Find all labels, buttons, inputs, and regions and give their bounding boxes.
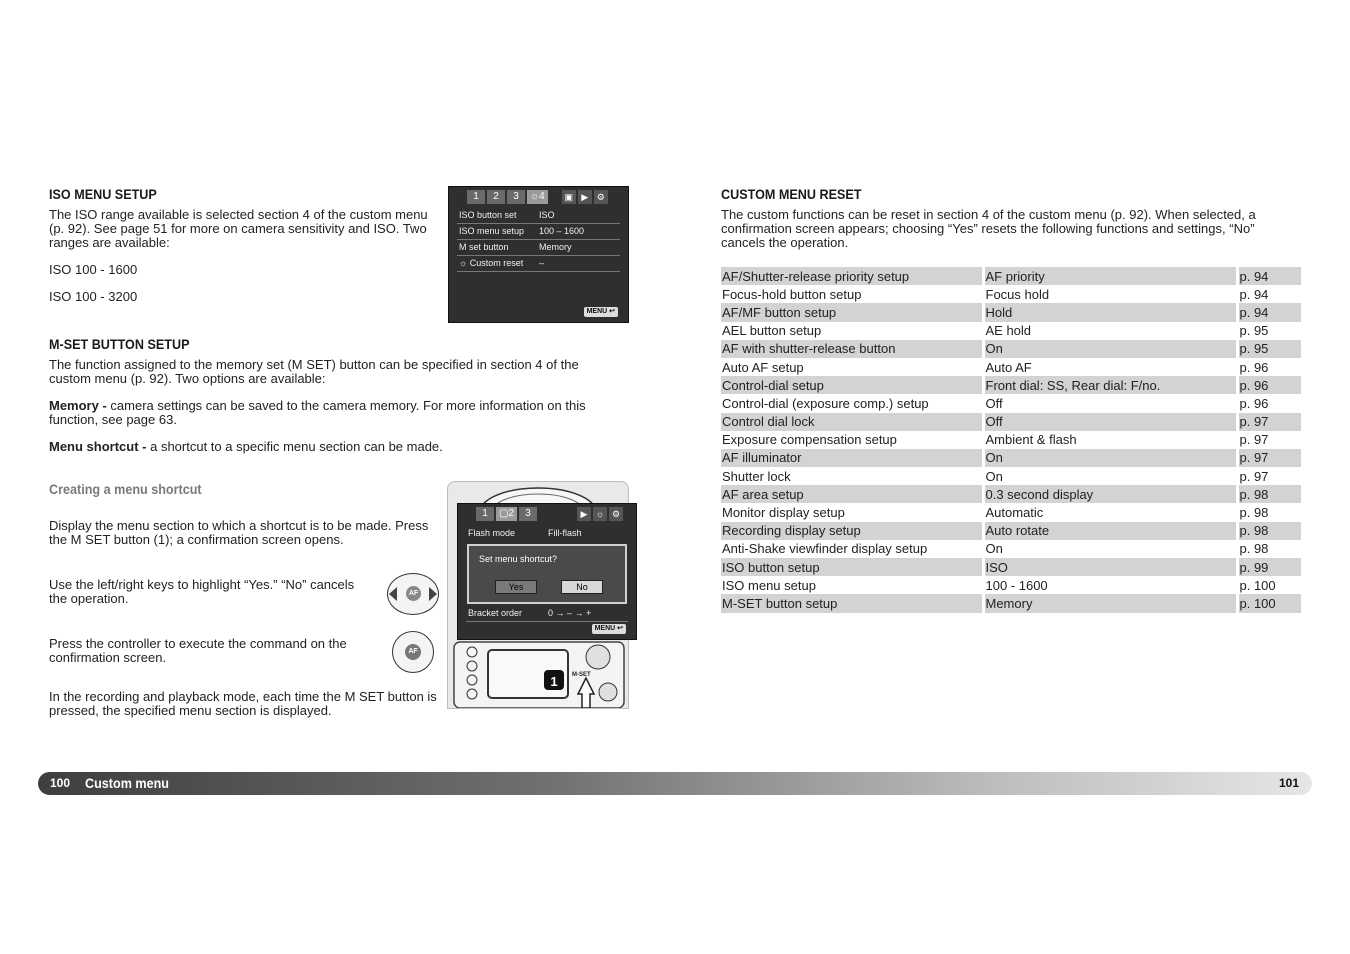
- setting-cell: Shutter lock: [721, 467, 983, 485]
- table-row: [721, 394, 1301, 412]
- setting-cell: AF/Shutter-release priority setup: [721, 267, 983, 285]
- controller-left-right-icon: AF: [387, 573, 439, 615]
- custom-icon: ☼: [593, 507, 607, 521]
- page-ref-cell: p. 96: [1239, 395, 1269, 411]
- lcd-row: Bracket order 0 → – → +: [466, 606, 628, 622]
- value-cell: Memory: [983, 594, 1237, 612]
- table-row: [721, 522, 1301, 540]
- page-ref-cell: p. 98: [1239, 541, 1269, 557]
- lcd-tab-bar: [458, 504, 636, 524]
- setting-cell: Control dial lock: [721, 413, 983, 431]
- value-cell: ISO: [983, 558, 1237, 576]
- value-cell: Ambient & flash: [983, 431, 1237, 449]
- table-row: [721, 540, 1301, 558]
- page-ref-cell: p. 98: [1237, 485, 1301, 503]
- setting-cell: AF illuminator: [721, 449, 983, 467]
- yes-button[interactable]: Yes: [495, 580, 537, 594]
- table-row: [721, 340, 1301, 358]
- shortcut-step-2: Use the left/right keys to highlight “Yes.” “No” cancels the operation.: [49, 577, 355, 606]
- lcd-row: ☼ Custom reset –: [457, 256, 620, 272]
- iso-range-3200: ISO 100 - 3200: [49, 289, 138, 304]
- page-number-right: 101: [1279, 776, 1300, 790]
- lcd-tab-2: 2: [487, 190, 505, 204]
- page-ref-cell: p. 98: [1237, 522, 1301, 540]
- table-row: [721, 358, 1301, 376]
- table-row: [721, 376, 1301, 394]
- page-ref-cell: p. 96: [1237, 376, 1301, 394]
- value-cell: Auto rotate: [983, 522, 1237, 540]
- lcd-row: ISO button set ISO: [457, 208, 620, 224]
- setting-cell: Control-dial (exposure comp.) setup: [721, 394, 983, 412]
- page-number-left: 100: [50, 776, 71, 790]
- setting-cell: Recording display setup: [721, 522, 983, 540]
- playback-icon: ▶: [577, 507, 591, 521]
- page-ref-cell: p. 97: [1239, 432, 1269, 448]
- value-cell: Auto AF: [983, 358, 1237, 376]
- page-ref-cell: p. 95: [1237, 340, 1301, 358]
- no-button[interactable]: No: [561, 580, 603, 594]
- value-cell: Hold: [983, 303, 1237, 321]
- page-ref-cell: p. 97: [1237, 413, 1301, 431]
- setting-cell: AF area setup: [721, 485, 983, 503]
- lcd-tab-2: ▢2: [496, 507, 517, 521]
- section-title: Custom menu: [85, 775, 170, 791]
- setting-cell: ISO button setup: [721, 558, 983, 576]
- mset-button-setup-text: The function assigned to the memory set (M SET) button can be specified in section 4 of the custom menu (p. 92). Two options are available:: [49, 357, 579, 386]
- lcd-tab-1: 1: [467, 190, 485, 204]
- step-callout-number: 1: [550, 674, 558, 689]
- lcd-tab-4: ☼4: [527, 190, 548, 204]
- value-cell: On: [983, 467, 1237, 485]
- custom-menu-reset-heading: CUSTOM MENU RESET: [721, 186, 862, 202]
- page-ref-cell: p. 100: [1237, 594, 1301, 612]
- memory-option-text: Memory - camera settings can be saved to the camera memory. For more information on this function, see page 63.: [49, 398, 586, 427]
- shortcut-step-1: Display the menu section to which a shortcut is to be made. Press the M SET button (1); a confirmation screen opens.: [49, 518, 429, 547]
- table-row: [721, 449, 1301, 467]
- setting-cell: Focus-hold button setup: [721, 285, 983, 303]
- table-row: [721, 303, 1301, 321]
- dialog-title: Set menu shortcut?: [479, 554, 558, 564]
- table-row: [721, 485, 1301, 503]
- table-row: [721, 322, 1301, 340]
- value-cell: 100 - 1600: [983, 576, 1237, 594]
- playback-icon: ▶: [578, 190, 592, 204]
- value-cell: On: [983, 540, 1237, 558]
- wrench-icon: ⚙: [609, 507, 623, 521]
- footer-bar: [38, 772, 1312, 795]
- setting-cell: Control-dial setup: [721, 376, 983, 394]
- lcd-row: ISO menu setup 100 – 1600: [457, 224, 620, 240]
- setting-cell: AF with shutter-release button: [721, 340, 983, 358]
- wrench-icon: ⚙: [594, 190, 608, 204]
- table-row: [721, 558, 1301, 576]
- menu-return-icon: MENU ↩: [584, 307, 618, 317]
- value-cell: On: [983, 449, 1237, 467]
- menu-return-icon: MENU ↩: [592, 624, 626, 634]
- table-row: [721, 576, 1301, 594]
- value-cell: Automatic: [983, 503, 1237, 521]
- camera-icon: ▣: [562, 190, 576, 204]
- page-ref-cell: p. 98: [1239, 505, 1269, 521]
- setting-cell: Monitor display setup: [721, 503, 983, 521]
- value-cell: AF priority: [983, 267, 1237, 285]
- setting-cell: Auto AF setup: [721, 358, 983, 376]
- page-ref-cell: p. 100: [1239, 577, 1276, 593]
- page-ref-cell: p. 96: [1239, 359, 1269, 375]
- table-row: [721, 431, 1301, 449]
- setting-cell: AF/MF button setup: [721, 303, 983, 321]
- lcd-tab-3: 3: [519, 507, 537, 521]
- setting-cell: Anti-Shake viewfinder display setup: [721, 540, 983, 558]
- table-row: [721, 413, 1301, 431]
- mset-button-setup-heading: M-SET BUTTON SETUP: [49, 336, 190, 352]
- lcd-tab-bar: [449, 187, 628, 207]
- value-cell: AE hold: [983, 322, 1237, 340]
- setting-cell: M-SET button setup: [721, 594, 983, 612]
- lcd-tab-1: 1: [476, 507, 494, 521]
- lcd-row: M set button Memory: [457, 240, 620, 256]
- page-ref-cell: p. 94: [1239, 286, 1269, 302]
- lcd-row: Flash mode Fill-flash: [468, 528, 582, 538]
- iso-menu-setup-heading: ISO MENU SETUP: [49, 186, 157, 202]
- page-ref-cell: p. 94: [1237, 267, 1301, 285]
- table-row: [721, 467, 1301, 485]
- table-row: [721, 503, 1301, 521]
- setting-cell: Exposure compensation setup: [721, 431, 983, 449]
- iso-range-1600: ISO 100 - 1600: [49, 262, 138, 277]
- shortcut-lcd-screen: [457, 503, 637, 640]
- value-cell: Focus hold: [983, 285, 1237, 303]
- value-cell: Front dial: SS, Rear dial: F/no.: [983, 376, 1237, 394]
- page-ref-cell: p. 94: [1237, 303, 1301, 321]
- table-row: [721, 594, 1301, 612]
- controller-press-icon: AF: [392, 631, 434, 673]
- page-ref-cell: p. 99: [1237, 558, 1301, 576]
- setting-cell: ISO menu setup: [721, 576, 983, 594]
- value-cell: On: [983, 340, 1237, 358]
- setting-cell: AEL button setup: [721, 322, 983, 340]
- page-ref-cell: p. 97: [1237, 449, 1301, 467]
- page-ref-cell: p. 97: [1239, 468, 1269, 484]
- value-cell: Off: [983, 394, 1237, 412]
- creating-menu-shortcut-heading: Creating a menu shortcut: [49, 481, 202, 497]
- iso-menu-lcd-screen: [448, 186, 629, 323]
- shortcut-step-3: Press the controller to execute the command on the confirmation screen.: [49, 636, 347, 665]
- menu-shortcut-option-text: Menu shortcut - a shortcut to a specific menu section can be made.: [49, 439, 443, 454]
- table-row: [721, 267, 1301, 285]
- mset-button-label: M-SET: [572, 672, 591, 678]
- reset-settings-table: [721, 267, 1301, 613]
- page-ref-cell: p. 95: [1239, 323, 1269, 339]
- custom-menu-reset-text: The custom functions can be reset in section 4 of the custom menu (p. 92). When selected, a confirmation screen appears; choosing “Yes” resets the following functions and settings, “No” cancels the operation.: [721, 207, 1256, 250]
- shortcut-confirm-dialog: [467, 544, 627, 604]
- value-cell: Off: [983, 413, 1237, 431]
- table-row: [721, 285, 1301, 303]
- shortcut-step-4: In the recording and playback mode, each time the M SET button is pressed, the specified menu section is displayed.: [49, 689, 437, 718]
- lcd-tab-3: 3: [507, 190, 525, 204]
- iso-menu-setup-text: The ISO range available is selected section 4 of the custom menu (p. 92). See page 51 for more on camera sensitivity and ISO. Two ranges are available:: [49, 207, 428, 250]
- value-cell: 0.3 second display: [983, 485, 1237, 503]
